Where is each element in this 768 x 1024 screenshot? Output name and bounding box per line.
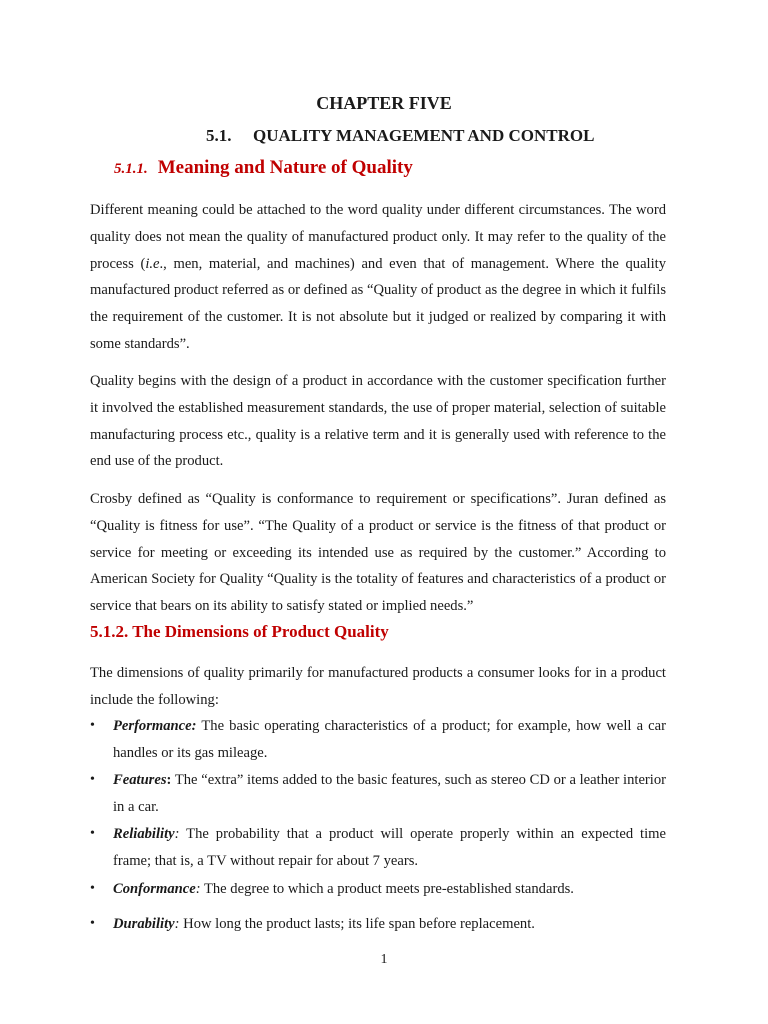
list-item: [90, 713, 666, 767]
bullet-text: The degree to which a product meets pre-established standards.: [200, 881, 574, 897]
bullet-icon: •: [90, 881, 95, 896]
list-item: [90, 876, 666, 903]
bullet-icon: •: [90, 916, 95, 931]
bullet-term: Conformance: [113, 881, 196, 897]
bullet-text: The “extra” items added to the basic features, such as stereo CD or a leather interior in a car.: [113, 772, 666, 815]
list-item: [90, 911, 666, 938]
bullet-separator: :: [191, 718, 197, 734]
paragraph-meaning: [90, 197, 666, 358]
subsection-number: 5.1.1.: [114, 161, 148, 177]
paragraph-text: Different meaning could be attached to the word quality under different circumstances. The word quality does not mean the quality of manufactured product only. It may refer to the quality of the process (: [90, 202, 666, 272]
bullet-icon: •: [90, 718, 95, 733]
paragraph-definitions: Crosby defined as “Quality is conformance to requirement or specifications”. Juran defined as “Quality is fitness for use”. “The Quality of a product or service is the fitness of that product or service for meeting or exceeding its intended use as required by the customer.” According to American Society for Quality “Quality is the totality of features and characteristics of a product or service that bears on its ability to satisfy stated or implied needs.”: [90, 491, 666, 615]
bullet-term: Durability: [113, 916, 175, 932]
list-item: [90, 767, 666, 821]
bullet-separator: :: [195, 881, 201, 897]
paragraph-text: ., men, material, and machines) and even that of management. Where the quality manufactured product referred as or defined as “Quality of product as the degree in which it fulfils the requirement of the customer. It is not absolute but it judged or realized by comparing it with some standards”.: [90, 255, 667, 352]
paragraph-design: Quality begins with the design of a product in accordance with the customer specification further it involved the established measurement standards, the use of proper material, selection of suitable manufacturing process etc., quality is a relative term and it is generally used with reference to the end use of the product.: [90, 373, 666, 470]
section-number: 5.1.: [206, 126, 232, 145]
bullet-separator: :: [166, 772, 172, 788]
bullet-text: How long the product lasts; its life span before replacement.: [179, 916, 535, 932]
chapter-title: CHAPTER FIVE: [316, 93, 452, 113]
bullet-term: Features: [113, 772, 167, 788]
bullet-text: The basic operating characteristics of a product; for example, how well a car handles or its gas mileage.: [113, 718, 666, 761]
bullet-separator: :: [174, 826, 180, 842]
page-number: 1: [380, 952, 388, 967]
bullet-term: Performance: [113, 718, 192, 734]
list-item: [90, 821, 666, 875]
bullet-text: The probability that a product will operate properly within an expected time frame; that is, a TV without repair for about 7 years.: [113, 826, 666, 869]
bullet-icon: •: [90, 772, 95, 787]
subsection-heading-dimensions: 5.1.2. The Dimensions of Product Quality: [90, 622, 389, 641]
bullet-icon: •: [90, 826, 95, 841]
bullet-term: Reliability: [113, 826, 175, 842]
ie-abbreviation: i.e: [145, 255, 160, 272]
section-heading: [206, 126, 594, 146]
section-title: QUALITY MANAGEMENT AND CONTROL: [253, 126, 595, 145]
bullet-separator: :: [174, 916, 180, 932]
subsection-title: Meaning and Nature of Quality: [157, 157, 413, 178]
subsection-heading-meaning: [114, 157, 413, 179]
paragraph-dimensions-intro: The dimensions of quality primarily for manufactured products a consumer looks for in a product include the following:: [90, 665, 666, 708]
